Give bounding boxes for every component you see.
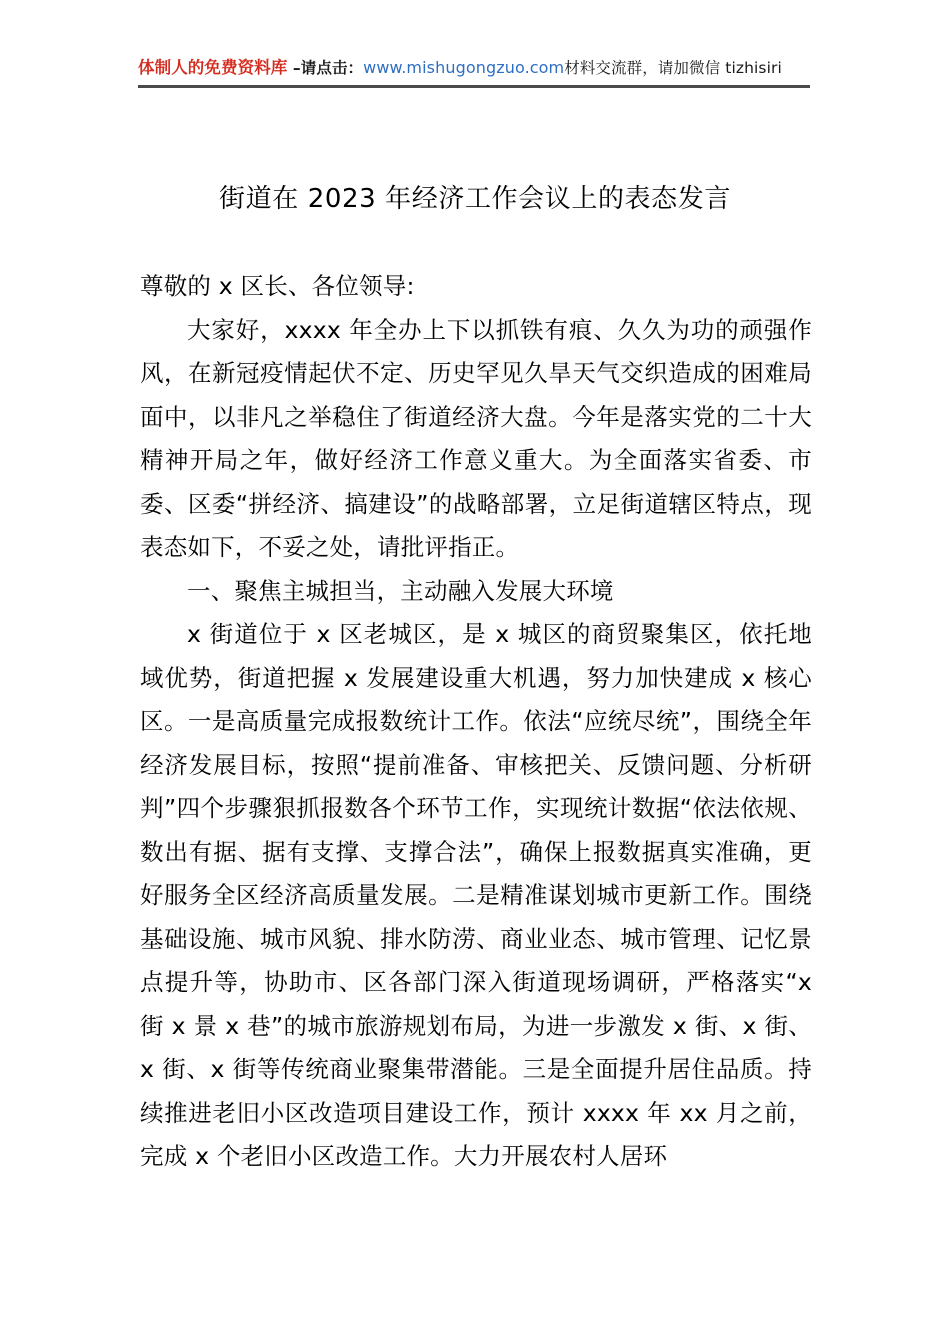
document-title: 街道在 2023 年经济工作会议上的表态发言 — [219, 184, 731, 214]
promo-cta-text: –请点击： — [287, 59, 364, 77]
paragraph-opening: 大家好，xxxx 年全办上下以抓铁有痕、久久为功的顽强作风，在新冠疫情起伏不定、历史罕见久旱天气交织造成的困难局面中，以非凡之举稳住了街道经济大盘。今年是落实党的二十大精神开局之年，做好经济工作意义重大。为全面落实省委、市委、区委“拼经济、搞建设”的战略部署，立足街道辖区特点，现表态如下，不妥之处，请批评指正。 — [140, 315, 812, 561]
promo-header-banner — [138, 57, 810, 88]
promo-brand-text: 体制人的免费资料库 — [138, 58, 288, 77]
promo-url-link[interactable]: www.mishugongzuo.com — [363, 58, 565, 77]
promo-tail-text: 材料交流群，请加微信 tizhisiri — [564, 59, 782, 77]
document-body — [140, 265, 812, 1179]
paragraph-heading-one: 一、聚焦主城担当，主动融入发展大环境 — [187, 576, 614, 605]
paragraph-salutation: 尊敬的 x 区长、各位领导: — [140, 272, 415, 300]
paragraph-section-one-body: x 街道位于 x 区老城区，是 x 城区的商贸聚集区，依托地域优势，街道把握 x 发展建设重大机遇，努力加快建成 x 核心区。一是高质量完成报数统计工作。依法“应统尽统”，围绕全年经济发展目标，按照“提前准备、审核把关、反馈问题、分析研判”四个步骤狠抓报数各个环节工作，实现统计数据“依法依规、数出有据、据有支撑、支撑合法”，确保上报数据真实准确，更好服务全区经济高质量发展。二是精准谋划城市更新工作。围绕基础设施、城市风貌、排水防涝、商业业态、城市管理、记忆景点提升等，协助市、区各部门深入街道现场调研，严格落实“x 街 x 景 x 巷”的城市旅游规划布局，为进一步激发 x 街、x 街、x 街、x 街等传统商业聚集带潜能。三是全面提升居住品质。持续推进老旧小区改造项目建设工作，预计 xxxx 年 xx 月之前，完成 x 个老旧小区改造工作。大力开展农村人居环 — [140, 620, 812, 1170]
